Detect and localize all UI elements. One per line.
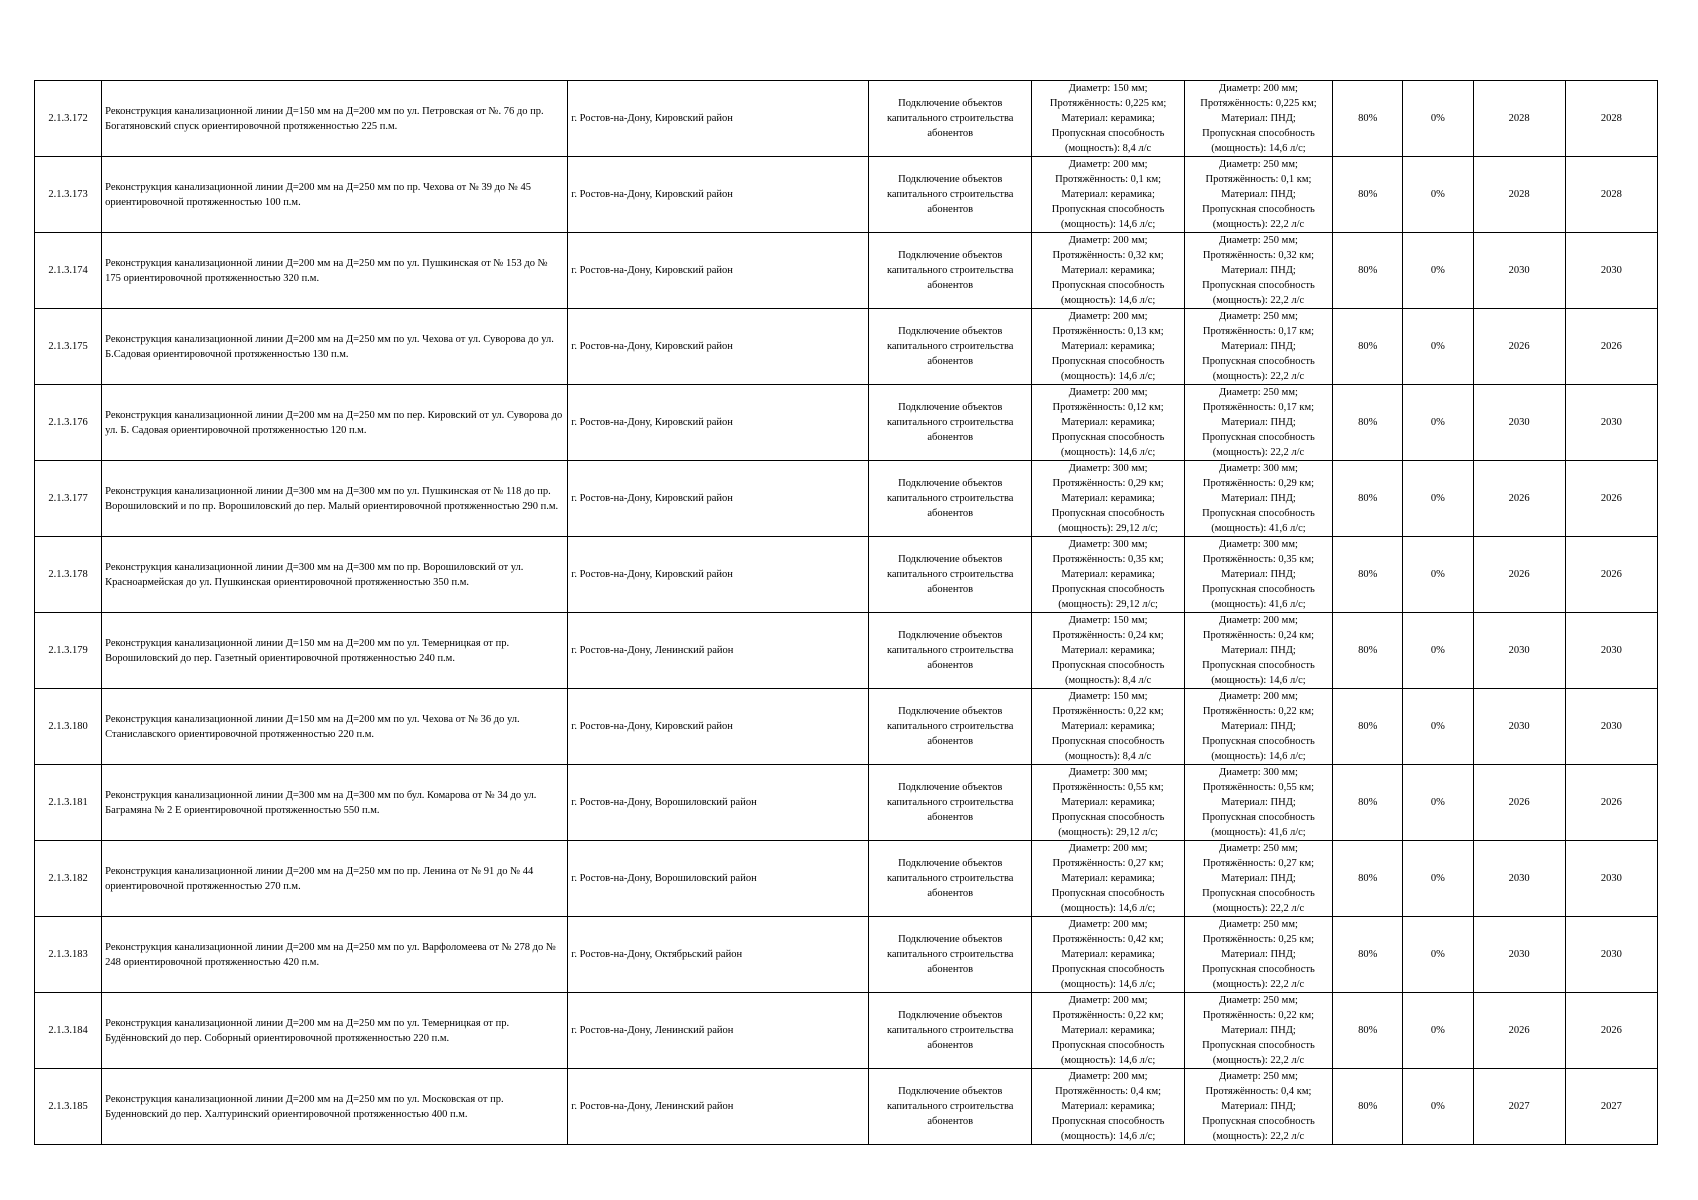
- params-after-line: (мощность): 22,2 л/с: [1212, 1131, 1305, 1142]
- table-row: [35, 233, 1658, 309]
- params-after-line: (мощность): 14,6 л/с;: [1211, 751, 1306, 762]
- table-row: [35, 157, 1658, 233]
- item-location: г. Ростов-на-Дону, Кировский район: [568, 81, 869, 157]
- item-code: 2.1.3.185: [35, 1069, 102, 1145]
- item-location: г. Ростов-на-Дону, Кировский район: [568, 157, 869, 233]
- params-before-line: Пропускная способность: [1051, 204, 1165, 215]
- item-purpose: Подключение объектов капитального строительства абонентов: [869, 765, 1032, 841]
- params-after-line: (мощность): 22,2 л/с: [1212, 371, 1305, 382]
- params-after-line: Пропускная способность: [1202, 964, 1315, 975]
- params-after-line: Пропускная способность: [1202, 432, 1315, 443]
- year-end: 2027: [1565, 1069, 1657, 1145]
- params-after: [1184, 841, 1332, 917]
- params-before-line: Протяжённость: 0,35 км;: [1052, 554, 1164, 565]
- params-before-line: (мощность): 14,6 л/с;: [1060, 371, 1156, 382]
- params-before-line: Материал: керамика;: [1061, 265, 1155, 276]
- item-location: г. Ростов-на-Дону, Ворошиловский район: [568, 841, 869, 917]
- year-end: 2026: [1565, 461, 1657, 537]
- params-after: [1184, 233, 1332, 309]
- item-location: г. Ростов-на-Дону, Кировский район: [568, 537, 869, 613]
- year-end: 2028: [1565, 157, 1657, 233]
- item-location: г. Ростов-на-Дону, Кировский район: [568, 309, 869, 385]
- params-after: [1184, 993, 1332, 1069]
- params-before-line: Протяжённость: 0,22 км;: [1052, 706, 1164, 717]
- table-row: [35, 309, 1658, 385]
- params-before-line: (мощность): 29,12 л/с;: [1058, 827, 1158, 838]
- percent-a: 80%: [1333, 689, 1403, 765]
- percent-b: 0%: [1403, 613, 1473, 689]
- params-before-line: Протяжённость: 0,225 км;: [1049, 98, 1167, 109]
- params-after-line: Протяжённость: 0,4 км;: [1205, 1086, 1312, 1097]
- params-after-line: Материал: ПНД;: [1221, 493, 1296, 504]
- params-before-line: Диаметр: 200 мм;: [1068, 235, 1148, 246]
- params-after-line: Диаметр: 250 мм;: [1219, 311, 1298, 322]
- params-before: [1032, 841, 1184, 917]
- year-start: 2030: [1473, 385, 1565, 461]
- year-end: 2030: [1565, 385, 1657, 461]
- table-row: [35, 689, 1658, 765]
- params-after: [1184, 537, 1332, 613]
- params-after-line: Пропускная способность: [1202, 736, 1315, 747]
- params-before-line: Материал: керамика;: [1061, 569, 1155, 580]
- params-before-line: (мощность): 8,4 л/с: [1064, 143, 1152, 154]
- params-before-line: Пропускная способность: [1051, 964, 1165, 975]
- params-after-line: Материал: ПНД;: [1221, 1101, 1296, 1112]
- params-after-line: Пропускная способность: [1202, 660, 1315, 671]
- params-after: [1184, 765, 1332, 841]
- params-before: [1032, 765, 1184, 841]
- params-before-line: Материал: керамика;: [1061, 1101, 1155, 1112]
- params-before-line: Пропускная способность: [1051, 356, 1165, 367]
- params-after: [1184, 917, 1332, 993]
- params-before-line: Протяжённость: 0,4 км;: [1055, 1086, 1162, 1097]
- params-after-line: Протяжённость: 0,32 км;: [1202, 250, 1315, 261]
- params-before-line: Пропускная способность: [1051, 736, 1165, 747]
- params-before-line: Протяжённость: 0,1 км;: [1055, 174, 1162, 185]
- year-end: 2030: [1565, 841, 1657, 917]
- year-start: 2030: [1473, 233, 1565, 309]
- params-after-line: Пропускная способность: [1202, 280, 1315, 291]
- params-before-line: Протяжённость: 0,55 км;: [1052, 782, 1164, 793]
- item-name: Реконструкция канализационной линии Д=200 мм на Д=250 мм по пер. Кировский от ул. Суворова до ул. Б. Садовая ориентировочной протяженностью 120 п.м.: [102, 385, 568, 461]
- params-before-line: Пропускная способность: [1051, 432, 1165, 443]
- percent-a: 80%: [1333, 233, 1403, 309]
- params-before-line: Пропускная способность: [1051, 1040, 1165, 1051]
- params-before-line: (мощность): 14,6 л/с;: [1060, 295, 1156, 306]
- params-before: [1032, 613, 1184, 689]
- percent-b: 0%: [1403, 841, 1473, 917]
- params-before: [1032, 461, 1184, 537]
- percent-a: 80%: [1333, 993, 1403, 1069]
- item-purpose: Подключение объектов капитального строительства абонентов: [869, 993, 1032, 1069]
- percent-a: 80%: [1333, 917, 1403, 993]
- params-before-line: Пропускная способность: [1051, 128, 1165, 139]
- params-after-line: Пропускная способность: [1202, 204, 1315, 215]
- params-before: [1032, 309, 1184, 385]
- params-after: [1184, 81, 1332, 157]
- params-after-line: Материал: ПНД;: [1221, 341, 1296, 352]
- params-before-line: Диаметр: 200 мм;: [1068, 1071, 1148, 1082]
- params-after-line: Протяжённость: 0,24 км;: [1202, 630, 1315, 641]
- params-before-line: Материал: керамика;: [1061, 493, 1155, 504]
- percent-b: 0%: [1403, 765, 1473, 841]
- params-after-line: Диаметр: 250 мм;: [1219, 1071, 1298, 1082]
- params-after-line: Протяжённость: 0,35 км;: [1202, 554, 1315, 565]
- params-after-line: (мощность): 14,6 л/с;: [1211, 143, 1306, 154]
- params-after-line: (мощность): 22,2 л/с: [1212, 295, 1305, 306]
- item-name: Реконструкция канализационной линии Д=200 мм на Д=250 мм по пр. Ленина от № 91 до № 44 ориентировочной протяженностью 270 п.м.: [102, 841, 568, 917]
- table-row: [35, 917, 1658, 993]
- params-before: [1032, 233, 1184, 309]
- params-after-line: (мощность): 41,6 л/с;: [1211, 827, 1306, 838]
- params-before-line: Протяжённость: 0,24 км;: [1052, 630, 1164, 641]
- percent-a: 80%: [1333, 613, 1403, 689]
- params-before-line: (мощность): 8,4 л/с: [1064, 751, 1152, 762]
- item-purpose: Подключение объектов капитального строительства абонентов: [869, 689, 1032, 765]
- params-after-line: Протяжённость: 0,17 км;: [1202, 402, 1315, 413]
- year-end: 2026: [1565, 765, 1657, 841]
- params-after-line: (мощность): 41,6 л/с;: [1211, 599, 1306, 610]
- params-before-line: (мощность): 14,6 л/с;: [1060, 903, 1156, 914]
- params-after-line: Протяжённость: 0,225 км;: [1200, 98, 1317, 109]
- item-code: 2.1.3.172: [35, 81, 102, 157]
- params-after: [1184, 689, 1332, 765]
- params-after-line: Диаметр: 250 мм;: [1219, 995, 1298, 1006]
- year-start: 2026: [1473, 765, 1565, 841]
- params-after-line: Протяжённость: 0,1 км;: [1205, 174, 1312, 185]
- params-before-line: Диаметр: 200 мм;: [1068, 387, 1148, 398]
- params-after-line: Пропускная способность: [1202, 1116, 1315, 1127]
- params-before-line: Материал: керамика;: [1061, 645, 1155, 656]
- item-code: 2.1.3.183: [35, 917, 102, 993]
- params-before-line: Диаметр: 200 мм;: [1068, 919, 1148, 930]
- item-location: г. Ростов-на-Дону, Кировский район: [568, 461, 869, 537]
- params-before: [1032, 689, 1184, 765]
- params-after-line: Диаметр: 200 мм;: [1219, 691, 1298, 702]
- item-location: г. Ростов-на-Дону, Ленинский район: [568, 613, 869, 689]
- params-before-line: (мощность): 14,6 л/с;: [1060, 1055, 1156, 1066]
- year-start: 2028: [1473, 157, 1565, 233]
- year-start: 2026: [1473, 993, 1565, 1069]
- params-before-line: Диаметр: 150 мм;: [1068, 615, 1148, 626]
- year-start: 2030: [1473, 689, 1565, 765]
- params-before-line: Протяжённость: 0,22 км;: [1052, 1010, 1164, 1021]
- year-start: 2026: [1473, 309, 1565, 385]
- params-after-line: (мощность): 22,2 л/с: [1212, 447, 1305, 458]
- percent-b: 0%: [1403, 81, 1473, 157]
- item-name: Реконструкция канализационной линии Д=200 мм на Д=250 мм по ул. Варфоломеева от № 278 до № 248 ориентировочной протяженностью 420 п.м.: [102, 917, 568, 993]
- item-code: 2.1.3.173: [35, 157, 102, 233]
- params-before-line: Диаметр: 300 мм;: [1068, 539, 1148, 550]
- item-name: Реконструкция канализационной линии Д=200 мм на Д=250 мм по ул. Московская от пр. Буденновский до пер. Халтуринский ориентировочной протяженностью 400 п.м.: [102, 1069, 568, 1145]
- params-after-line: Материал: ПНД;: [1221, 873, 1296, 884]
- params-after-line: Диаметр: 300 мм;: [1219, 767, 1298, 778]
- item-purpose: Подключение объектов капитального строительства абонентов: [869, 81, 1032, 157]
- params-before-line: Материал: керамика;: [1061, 873, 1155, 884]
- item-code: 2.1.3.175: [35, 309, 102, 385]
- item-name: Реконструкция канализационной линии Д=200 мм на Д=250 мм по ул. Темерницкая от пр. Будённовский до пер. Соборный ориентировочной протяженностью 220 п.м.: [102, 993, 568, 1069]
- params-after-line: Пропускная способность: [1202, 128, 1315, 139]
- table-row: [35, 81, 1658, 157]
- params-after-line: (мощность): 22,2 л/с: [1212, 1055, 1305, 1066]
- percent-a: 80%: [1333, 157, 1403, 233]
- params-before-line: (мощность): 14,6 л/с;: [1060, 1131, 1156, 1142]
- params-before-line: Пропускная способность: [1051, 812, 1165, 823]
- params-after-line: Пропускная способность: [1202, 1040, 1315, 1051]
- percent-b: 0%: [1403, 233, 1473, 309]
- item-code: 2.1.3.177: [35, 461, 102, 537]
- params-after: [1184, 1069, 1332, 1145]
- params-after-line: Пропускная способность: [1202, 584, 1315, 595]
- item-name: Реконструкция канализационной линии Д=200 мм на Д=250 мм по ул. Чехова от ул. Суворова до ул. Б.Садовая ориентировочной протяженностью 130 п.м.: [102, 309, 568, 385]
- params-after-line: Диаметр: 300 мм;: [1219, 463, 1298, 474]
- params-before-line: Протяжённость: 0,32 км;: [1052, 250, 1164, 261]
- params-before-line: Пропускная способность: [1051, 584, 1165, 595]
- year-start: 2030: [1473, 917, 1565, 993]
- item-name: Реконструкция канализационной линии Д=300 мм на Д=300 мм по ул. Пушкинская от № 118 до пр. Ворошиловский и по пр. Ворошиловский до пер. Малый ориентировочной протяженностью 290 п.м.: [102, 461, 568, 537]
- params-before-line: Материал: керамика;: [1061, 721, 1155, 732]
- percent-b: 0%: [1403, 917, 1473, 993]
- params-after-line: Диаметр: 200 мм;: [1219, 83, 1298, 94]
- item-code: 2.1.3.179: [35, 613, 102, 689]
- params-before: [1032, 1069, 1184, 1145]
- year-end: 2030: [1565, 689, 1657, 765]
- table-row: [35, 993, 1658, 1069]
- year-end: 2028: [1565, 81, 1657, 157]
- year-start: 2026: [1473, 461, 1565, 537]
- params-before-line: (мощность): 14,6 л/с;: [1060, 979, 1156, 990]
- year-end: 2026: [1565, 993, 1657, 1069]
- table-row: [35, 461, 1658, 537]
- item-code: 2.1.3.178: [35, 537, 102, 613]
- item-name: Реконструкция канализационной линии Д=150 мм на Д=200 мм по ул. Темерницкая от пр. Ворошиловский до пер. Газетный ориентировочной протяженностью 240 п.м.: [102, 613, 568, 689]
- params-before-line: Диаметр: 300 мм;: [1068, 463, 1148, 474]
- table-row: [35, 385, 1658, 461]
- table-row: [35, 537, 1658, 613]
- params-before-line: Материал: керамика;: [1061, 113, 1155, 124]
- params-after: [1184, 461, 1332, 537]
- percent-b: 0%: [1403, 1069, 1473, 1145]
- item-purpose: Подключение объектов капитального строительства абонентов: [869, 157, 1032, 233]
- item-code: 2.1.3.180: [35, 689, 102, 765]
- params-after-line: Пропускная способность: [1202, 508, 1315, 519]
- params-before-line: Материал: керамика;: [1061, 949, 1155, 960]
- params-after-line: Диаметр: 250 мм;: [1219, 387, 1298, 398]
- params-before-line: Диаметр: 200 мм;: [1068, 995, 1148, 1006]
- item-location: г. Ростов-на-Дону, Октябрьский район: [568, 917, 869, 993]
- item-purpose: Подключение объектов капитального строительства абонентов: [869, 1069, 1032, 1145]
- percent-a: 80%: [1333, 461, 1403, 537]
- params-after-line: Материал: ПНД;: [1221, 797, 1296, 808]
- params-before-line: Протяжённость: 0,13 км;: [1052, 326, 1164, 337]
- params-before-line: (мощность): 14,6 л/с;: [1060, 219, 1156, 230]
- params-after-line: Диаметр: 200 мм;: [1219, 615, 1298, 626]
- params-before: [1032, 993, 1184, 1069]
- item-code: 2.1.3.182: [35, 841, 102, 917]
- year-end: 2030: [1565, 917, 1657, 993]
- item-name: Реконструкция канализационной линии Д=200 мм на Д=250 мм по пр. Чехова от № 39 до № 45 ориентировочной протяженностью 100 п.м.: [102, 157, 568, 233]
- params-after-line: Материал: ПНД;: [1221, 949, 1296, 960]
- params-after-line: (мощность): 22,2 л/с: [1212, 219, 1305, 230]
- percent-a: 80%: [1333, 385, 1403, 461]
- percent-a: 80%: [1333, 765, 1403, 841]
- percent-b: 0%: [1403, 993, 1473, 1069]
- percent-a: 80%: [1333, 309, 1403, 385]
- params-before: [1032, 385, 1184, 461]
- params-before-line: Диаметр: 150 мм;: [1068, 83, 1148, 94]
- params-before: [1032, 157, 1184, 233]
- item-purpose: Подключение объектов капитального строительства абонентов: [869, 537, 1032, 613]
- params-after-line: Диаметр: 300 мм;: [1219, 539, 1298, 550]
- item-location: г. Ростов-на-Дону, Ленинский район: [568, 1069, 869, 1145]
- params-before-line: Пропускная способность: [1051, 1116, 1165, 1127]
- sewer-reconstruction-table: [34, 80, 1658, 1145]
- year-start: 2027: [1473, 1069, 1565, 1145]
- item-location: г. Ростов-на-Дону, Кировский район: [568, 385, 869, 461]
- params-after-line: Пропускная способность: [1202, 356, 1315, 367]
- params-before-line: Диаметр: 200 мм;: [1068, 311, 1148, 322]
- params-before: [1032, 537, 1184, 613]
- table-row: [35, 1069, 1658, 1145]
- params-after: [1184, 157, 1332, 233]
- year-end: 2030: [1565, 613, 1657, 689]
- table-row: [35, 841, 1658, 917]
- params-after-line: (мощность): 14,6 л/с;: [1211, 675, 1306, 686]
- item-name: Реконструкция канализационной линии Д=150 мм на Д=200 мм по ул. Чехова от № 36 до ул. Станиславского ориентировочной протяженностью 220 п.м.: [102, 689, 568, 765]
- table-row: [35, 765, 1658, 841]
- params-before-line: Диаметр: 300 мм;: [1068, 767, 1148, 778]
- params-after-line: (мощность): 22,2 л/с: [1212, 979, 1305, 990]
- item-location: г. Ростов-на-Дону, Кировский район: [568, 233, 869, 309]
- params-before-line: Материал: керамика;: [1061, 1025, 1155, 1036]
- year-start: 2030: [1473, 841, 1565, 917]
- params-after-line: Диаметр: 250 мм;: [1219, 843, 1298, 854]
- item-purpose: Подключение объектов капитального строительства абонентов: [869, 309, 1032, 385]
- item-purpose: Подключение объектов капитального строительства абонентов: [869, 233, 1032, 309]
- params-after: [1184, 613, 1332, 689]
- percent-b: 0%: [1403, 385, 1473, 461]
- params-after-line: Протяжённость: 0,27 км;: [1202, 858, 1315, 869]
- params-after-line: Материал: ПНД;: [1221, 265, 1296, 276]
- params-before-line: (мощность): 29,12 л/с;: [1058, 599, 1158, 610]
- params-before-line: Материал: керамика;: [1061, 797, 1155, 808]
- params-after-line: Материал: ПНД;: [1221, 721, 1296, 732]
- params-before-line: Материал: керамика;: [1061, 189, 1155, 200]
- year-end: 2030: [1565, 233, 1657, 309]
- item-purpose: Подключение объектов капитального строительства абонентов: [869, 385, 1032, 461]
- params-before-line: Протяжённость: 0,27 км;: [1052, 858, 1164, 869]
- params-before-line: Пропускная способность: [1051, 280, 1165, 291]
- table-row: [35, 613, 1658, 689]
- params-after-line: Материал: ПНД;: [1221, 417, 1296, 428]
- item-location: г. Ростов-на-Дону, Ворошиловский район: [568, 765, 869, 841]
- params-after-line: Пропускная способность: [1202, 812, 1315, 823]
- params-after-line: Протяжённость: 0,25 км;: [1202, 934, 1315, 945]
- percent-b: 0%: [1403, 689, 1473, 765]
- percent-a: 80%: [1333, 537, 1403, 613]
- params-after: [1184, 309, 1332, 385]
- table-body: [35, 81, 1658, 1145]
- params-after-line: Протяжённость: 0,29 км;: [1202, 478, 1315, 489]
- params-after-line: Диаметр: 250 мм;: [1219, 919, 1298, 930]
- params-after-line: Материал: ПНД;: [1221, 189, 1296, 200]
- percent-a: 80%: [1333, 81, 1403, 157]
- params-after-line: Материал: ПНД;: [1221, 645, 1296, 656]
- item-code: 2.1.3.176: [35, 385, 102, 461]
- year-end: 2026: [1565, 309, 1657, 385]
- params-after-line: (мощность): 41,6 л/с;: [1211, 523, 1306, 534]
- params-after-line: Протяжённость: 0,22 км;: [1202, 1010, 1315, 1021]
- item-name: Реконструкция канализационной линии Д=150 мм на Д=200 мм по ул. Петровская от №. 76 до пр. Богатяновский спуск ориентировочной протяженностью 225 п.м.: [102, 81, 568, 157]
- year-start: 2030: [1473, 613, 1565, 689]
- item-purpose: Подключение объектов капитального строительства абонентов: [869, 613, 1032, 689]
- item-name: Реконструкция канализационной линии Д=300 мм на Д=300 мм по бул. Комарова от № 34 до ул. Баграмяна № 2 Е ориентировочной протяженностью 550 п.м.: [102, 765, 568, 841]
- year-start: 2026: [1473, 537, 1565, 613]
- year-start: 2028: [1473, 81, 1565, 157]
- year-end: 2026: [1565, 537, 1657, 613]
- percent-b: 0%: [1403, 309, 1473, 385]
- params-before-line: Материал: керамика;: [1061, 417, 1155, 428]
- params-after-line: Диаметр: 250 мм;: [1219, 159, 1298, 170]
- params-before-line: Материал: керамика;: [1061, 341, 1155, 352]
- item-purpose: Подключение объектов капитального строительства абонентов: [869, 917, 1032, 993]
- params-before: [1032, 917, 1184, 993]
- params-after-line: Протяжённость: 0,17 км;: [1202, 326, 1315, 337]
- params-before-line: Протяжённость: 0,42 км;: [1052, 934, 1164, 945]
- params-before-line: Диаметр: 200 мм;: [1068, 843, 1148, 854]
- params-after-line: Материал: ПНД;: [1221, 1025, 1296, 1036]
- percent-a: 80%: [1333, 841, 1403, 917]
- params-after-line: Протяжённость: 0,55 км;: [1202, 782, 1315, 793]
- percent-a: 80%: [1333, 1069, 1403, 1145]
- item-purpose: Подключение объектов капитального строительства абонентов: [869, 461, 1032, 537]
- params-after-line: Материал: ПНД;: [1221, 113, 1296, 124]
- item-location: г. Ростов-на-Дону, Кировский район: [568, 689, 869, 765]
- params-after-line: Диаметр: 250 мм;: [1219, 235, 1298, 246]
- params-before-line: Диаметр: 150 мм;: [1068, 691, 1148, 702]
- params-before-line: Пропускная способность: [1051, 508, 1165, 519]
- item-name: Реконструкция канализационной линии Д=200 мм на Д=250 мм по ул. Пушкинская от № 153 до № 175 ориентировочной протяженностью 320 п.м.: [102, 233, 568, 309]
- params-before-line: Протяжённость: 0,29 км;: [1052, 478, 1164, 489]
- params-before: [1032, 81, 1184, 157]
- params-after-line: Пропускная способность: [1202, 888, 1315, 899]
- item-name: Реконструкция канализационной линии Д=300 мм на Д=300 мм по пр. Ворошиловский от ул. Красноармейская до ул. Пушкинская ориентировочной протяженностью 350 п.м.: [102, 537, 568, 613]
- params-before-line: Диаметр: 200 мм;: [1068, 159, 1148, 170]
- params-before-line: (мощность): 29,12 л/с;: [1058, 523, 1158, 534]
- params-before-line: (мощность): 8,4 л/с: [1064, 675, 1152, 686]
- percent-b: 0%: [1403, 157, 1473, 233]
- params-after-line: Протяжённость: 0,22 км;: [1202, 706, 1315, 717]
- params-before-line: Протяжённость: 0,12 км;: [1052, 402, 1164, 413]
- item-code: 2.1.3.184: [35, 993, 102, 1069]
- item-purpose: Подключение объектов капитального строительства абонентов: [869, 841, 1032, 917]
- params-before-line: (мощность): 14,6 л/с;: [1060, 447, 1156, 458]
- params-after-line: (мощность): 22,2 л/с: [1212, 903, 1305, 914]
- item-location: г. Ростов-на-Дону, Ленинский район: [568, 993, 869, 1069]
- params-before-line: Пропускная способность: [1051, 888, 1165, 899]
- params-before-line: Пропускная способность: [1051, 660, 1165, 671]
- percent-b: 0%: [1403, 537, 1473, 613]
- item-code: 2.1.3.181: [35, 765, 102, 841]
- params-after: [1184, 385, 1332, 461]
- params-after-line: Материал: ПНД;: [1221, 569, 1296, 580]
- item-code: 2.1.3.174: [35, 233, 102, 309]
- percent-b: 0%: [1403, 461, 1473, 537]
